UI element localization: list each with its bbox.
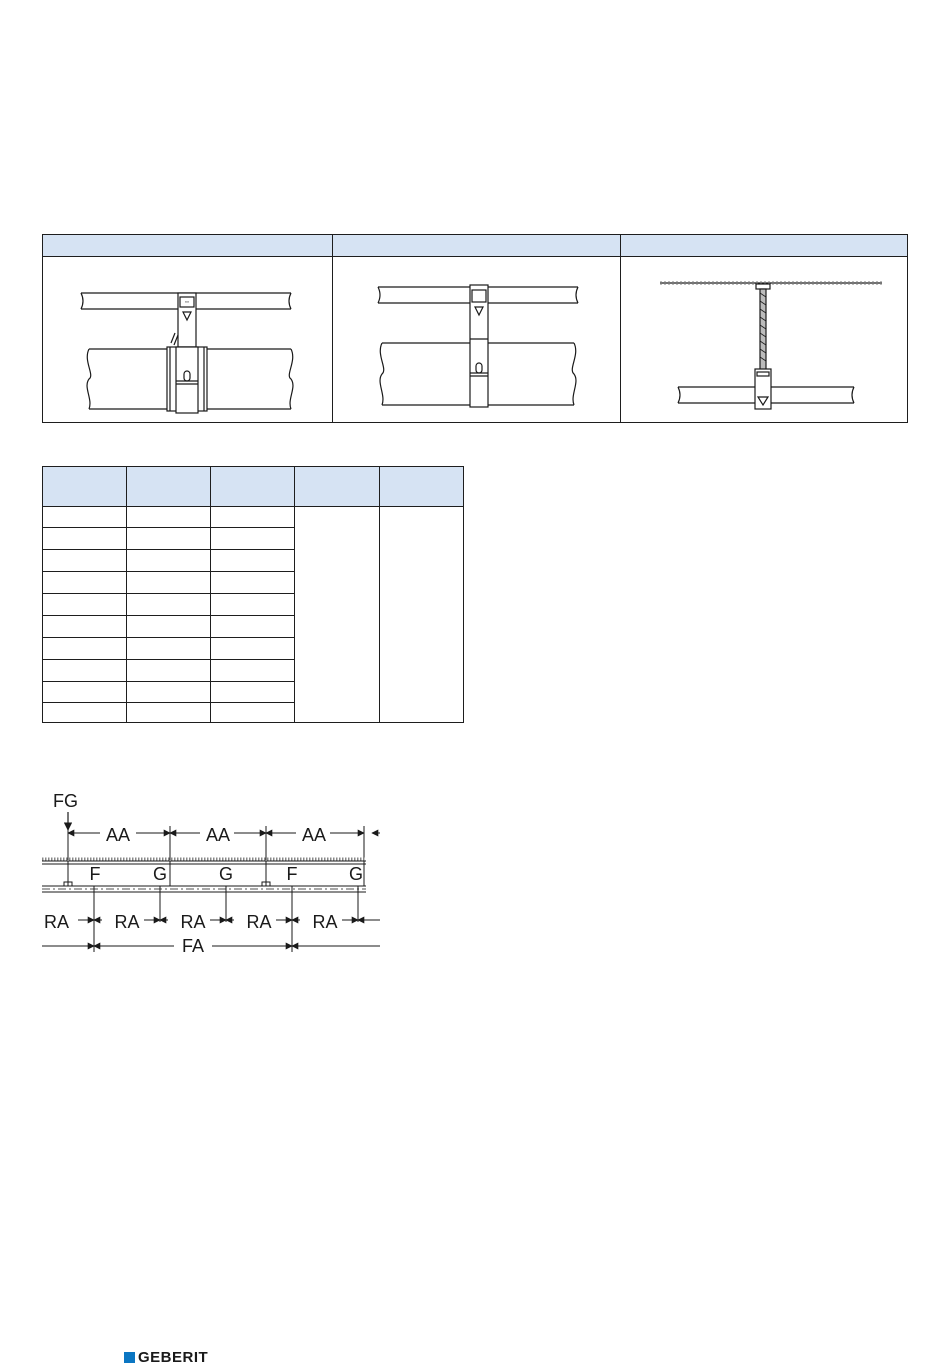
clip-spacing-label: RA [114, 912, 140, 932]
fixed-clip-label: F [286, 864, 298, 884]
table-row-line [43, 659, 295, 660]
clip-spacing-label: RA [180, 912, 206, 932]
logo-wordmark: GEBERIT [138, 1348, 209, 1366]
sliding-clip-label: G [218, 864, 234, 884]
clip-spacing-diagram [38, 786, 384, 956]
sliding-clip-label: G [152, 864, 168, 884]
pipe-with-sliding-clamp-icon [332, 257, 620, 422]
anchor-spacing-label: AA [205, 825, 231, 845]
table-column-line [210, 467, 211, 722]
anchor-spacing-label: AA [301, 825, 327, 845]
clip-spacing-label: RA [312, 912, 338, 932]
clip-spacing-label: RA [246, 912, 272, 932]
table-column-line [126, 467, 127, 722]
pipe-with-fixed-clamp-icon [43, 257, 332, 422]
fixed-clip-label: F [89, 864, 101, 884]
ceiling-hanger-rod-icon [620, 257, 908, 422]
fixed-point-label: FG [53, 791, 78, 811]
installation-illustration-panel [42, 234, 908, 423]
dimension-table [42, 466, 464, 723]
table-row-line [43, 571, 295, 572]
table-row-line [43, 527, 295, 528]
table-column-line [294, 467, 295, 722]
table-row-line [43, 681, 295, 682]
clip-spacing-label: RA [44, 912, 70, 932]
illustration-header-row [43, 235, 907, 257]
logo-square-icon [124, 1352, 135, 1363]
table-row-line [43, 637, 295, 638]
table-header-row [43, 467, 463, 507]
svg-text:▪▪▪: ▪▪▪ [185, 300, 189, 304]
table-row-line [43, 702, 295, 703]
table-row-line [43, 593, 295, 594]
table-column-line [379, 467, 380, 722]
fixed-spacing-label: FA [181, 936, 205, 956]
anchor-spacing-label: AA [105, 825, 131, 845]
sliding-clip-label: G [348, 864, 364, 884]
geberit-logo [124, 1349, 208, 1365]
table-row-line [43, 615, 295, 616]
table-row-line [43, 549, 295, 550]
